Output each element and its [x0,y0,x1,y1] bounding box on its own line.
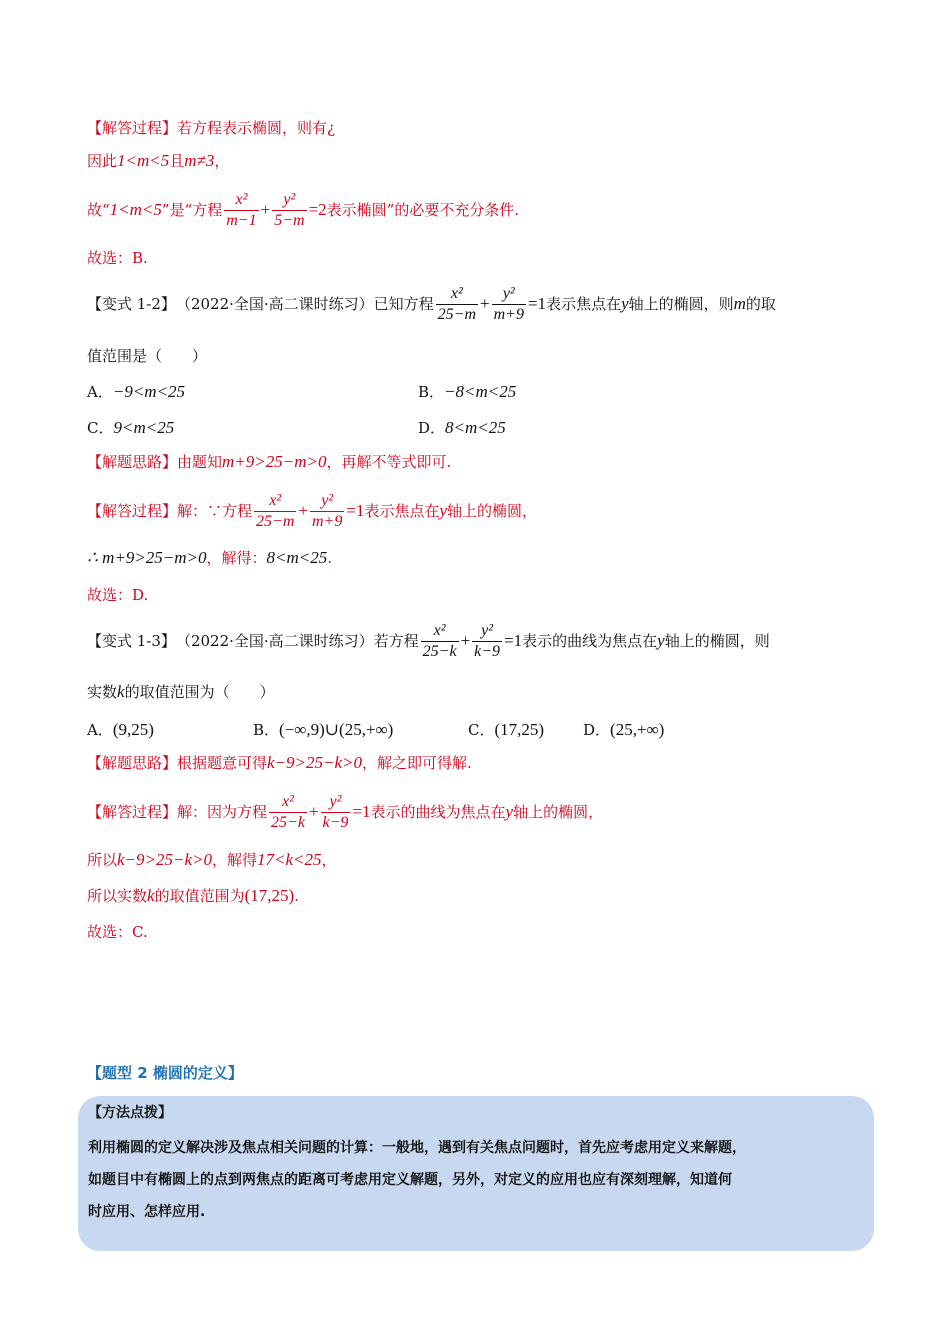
text: 表示焦点在 [546,295,622,313]
plus: + [480,294,490,313]
q12-stem-line2: 值范围是（ ） [87,347,208,365]
text: 由题知 [177,453,223,471]
option-key: B． [418,383,445,401]
option-key: A． [87,383,113,401]
fraction [310,492,344,531]
math: 17<k<25 [257,850,322,869]
var: m [733,294,746,313]
numerator: y² [502,284,515,302]
section-heading: 【题型 2 椭圆的定义】 [87,1064,243,1082]
numerator: x² [235,190,248,208]
question-label: 【变式 1-2】 [87,295,176,313]
numerator: y² [283,190,296,208]
text: 所以 [87,851,118,869]
text: 根据题意可得 [177,754,268,772]
q13-option-d[interactable] [583,719,664,740]
option-key: C． [468,721,495,739]
denominator: 25−k [271,813,305,831]
text: ，再解不等式即可. [326,453,452,471]
text: 表示的曲线为焦点在 [370,803,506,821]
var: k [147,886,155,905]
text: 且 [169,152,185,170]
text: . [327,549,333,567]
math: 8<m<25 [266,548,328,567]
text: ，解得： [206,549,267,567]
q13-stem-line2 [87,682,275,702]
option-key: C． [87,419,114,437]
text: 的取值范围为（ ） [124,683,275,701]
denominator: m+9 [311,512,343,530]
q13-answer: 故选：C. [87,923,148,941]
text: ， [214,152,230,170]
s1-answer: 故选：B. [87,249,148,267]
q12-stem [87,282,776,326]
q12-process [87,489,537,533]
plus: + [298,501,308,520]
fraction [254,492,296,531]
text: 故“ [87,201,110,219]
option-value: −9<m<25 [112,381,186,401]
denominator: 25−m [256,512,295,530]
q13-process-line2 [87,850,337,870]
numerator: y² [329,792,342,810]
text: 表示焦点在 [364,502,440,520]
option-value: 8<m<25 [445,417,506,437]
method-tip-line-1: 利用椭圆的定义解决涉及焦点相关问题的计算：一般地，遇到有关焦点问题时，首先应考虑用定义来解题， [88,1140,746,1156]
equals: =2 [308,200,327,219]
q13-option-c[interactable] [468,719,544,740]
math: (17,25) [244,886,295,905]
text: 表示的曲线为焦点在 [522,632,658,650]
numerator: y² [481,621,494,639]
s1-line2 [87,151,229,171]
idea-label: 【解题思路】 [87,453,178,471]
numerator: x² [450,284,463,302]
numerator: y² [321,491,334,509]
plus: + [260,200,271,219]
q13-stem [87,619,770,663]
text: ，解之即可得解. [362,754,472,772]
math: 1<m<5 [117,151,170,170]
method-tip-line-3: 时应用、怎样应用. [88,1204,206,1220]
text: ”是“方程 [161,201,223,219]
q12-option-a[interactable] [87,381,185,402]
option-key: A． [87,721,113,739]
var: y [439,501,447,520]
numerator: x² [282,792,294,810]
text: ，解得 [212,851,258,869]
var: y [657,631,665,650]
var: y [621,294,629,313]
var: k [117,682,125,701]
q13-option-a[interactable] [87,719,154,740]
equals: =1 [504,631,523,650]
text: 轴上的椭圆，则 [664,632,770,650]
math: 1<m<5 [109,200,162,219]
text: 所以实数 [87,887,148,905]
option-value: (17,25) [494,719,545,739]
fraction [272,191,306,230]
text: 的取值范围为 [154,887,245,905]
plus: + [308,802,319,821]
denominator: m+9 [493,305,524,323]
s1-line3 [87,188,519,232]
denominator: 25−m [437,305,477,323]
denominator: k−9 [474,642,501,660]
q13-option-b[interactable] [253,719,393,740]
q13-process-line3 [87,886,299,906]
text: 因此 [87,152,118,170]
text: ， [321,851,337,869]
option-value: (9,25) [112,719,154,739]
q13-idea [87,753,472,773]
option-key: B． [253,721,280,739]
q12-option-d[interactable] [418,417,506,438]
question-source: （2022·全国·高二课时练习）若方程 [175,632,419,650]
q12-option-b[interactable] [418,381,516,402]
var: y [505,802,514,821]
text: 实数 [87,683,118,701]
text: 解：因为方程 [177,803,268,821]
fraction [472,622,502,661]
idea-label: 【解题思路】 [87,754,178,772]
denominator: m−1 [226,211,257,229]
fraction [492,285,526,324]
fraction [224,191,258,230]
equals: =1 [352,802,371,821]
question-source: （2022·全国·高二课时练习）已知方程 [175,295,434,313]
text: 轴上的椭圆， [513,803,604,821]
q12-option-c[interactable] [87,417,174,438]
q12-idea [87,452,451,472]
process-text: 若方程表示椭圆，则有¿ [177,119,336,137]
method-tip-box [78,1096,874,1251]
numerator: x² [269,491,282,509]
q12-answer: 故选：D. [87,586,149,604]
process-label: 【解答过程】 [87,502,178,520]
process-label: 【解答过程】 [87,803,178,821]
equals: =1 [527,294,547,313]
text: . [294,887,299,905]
option-value: (−∞,9)∪(25,+∞) [279,719,394,739]
math: ∴ m+9>25−m>0 [87,548,207,567]
math: m+9>25−m>0 [222,452,327,471]
fraction [421,622,459,661]
numerator: x² [433,621,446,639]
denominator: 5−m [274,211,305,229]
option-key: D． [418,419,446,437]
option-key: D． [583,721,611,739]
method-tip-title: 【方法点拨】 [88,1105,172,1121]
text: 的取 [745,295,776,313]
option-value: −8<m<25 [444,381,517,401]
math: k−9>25−k>0 [267,753,363,772]
fraction [321,793,351,832]
fraction [269,793,307,832]
math: k−9>25−k>0 [117,850,212,869]
option-value: (25,+∞) [610,719,665,739]
denominator: 25−k [422,642,457,660]
q12-process-line2 [87,548,332,568]
text: 轴上的椭圆， [447,502,538,520]
text: 表示椭圆”的必要不充分条件. [326,201,520,219]
plus: + [460,631,471,650]
process-label: 【解答过程】 [87,119,178,137]
fraction [436,285,478,324]
equals: =1 [346,501,365,520]
math: m≠3 [184,151,215,170]
question-label: 【变式 1-3】 [87,632,176,650]
method-tip-line-2: 如题目中有椭圆上的点到两焦点的距离可考虑用定义解题，另外，对定义的应用也应有深刻理解，知道何 [88,1172,732,1188]
option-value: 9<m<25 [113,417,175,437]
text: 解：∵方程 [177,502,253,520]
s1-process-line [87,118,335,138]
text: 轴上的椭圆，则 [628,295,734,313]
q13-process [87,790,603,834]
denominator: k−9 [322,813,349,831]
